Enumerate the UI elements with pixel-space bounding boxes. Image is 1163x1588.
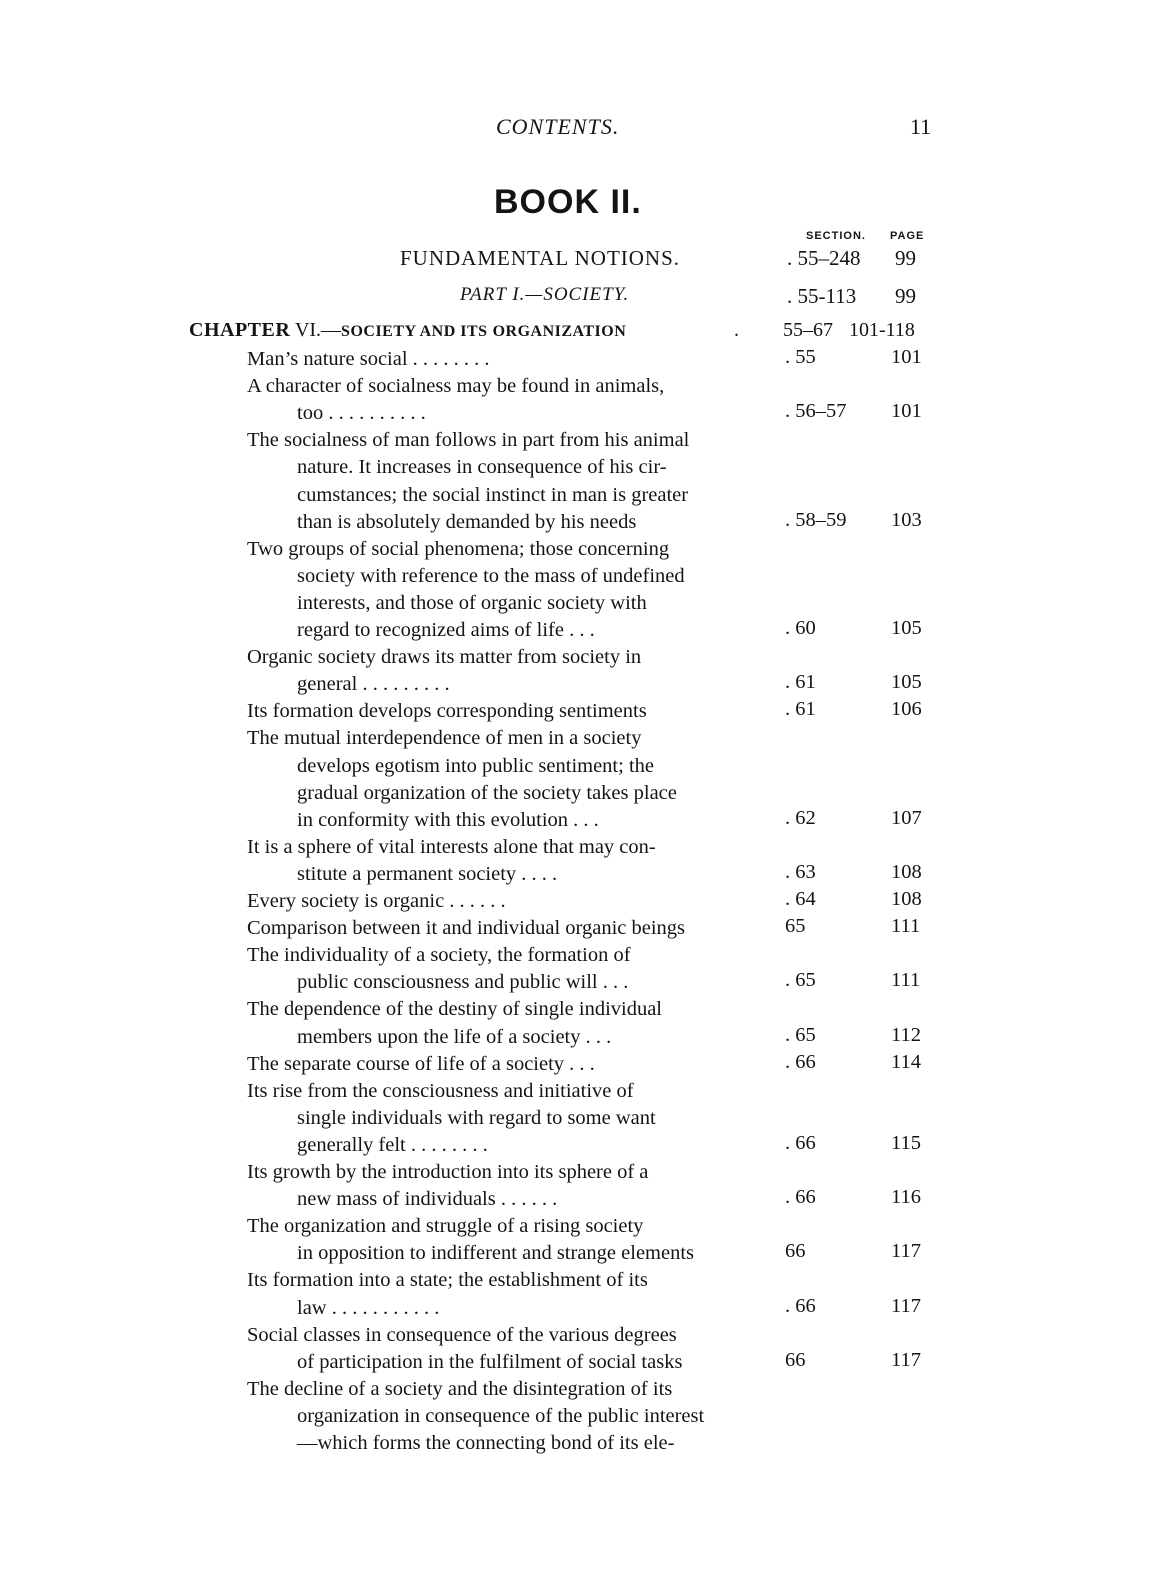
entry-text-first-line: It is a sphere of vital interests alone that may con- [247, 835, 656, 858]
entry-text-continuation-line: generally felt . . . . . . . . [297, 1133, 488, 1156]
page-number: 11 [910, 114, 932, 139]
entry-section-number: . 66 [785, 1050, 816, 1073]
entry-section-number: . 61 [785, 671, 816, 694]
entry-text-continuation-line: public consciousness and public will . . . [297, 971, 629, 994]
entry-section-number: . 63 [785, 860, 816, 883]
entry-text-continuation-line: organization in consequence of the public interest [297, 1404, 705, 1427]
entry-text-continuation-line: nature. It increases in consequence of his cir- [297, 456, 667, 479]
entry-text-continuation-line: develops egotism into public sentiment; the [297, 754, 654, 777]
chapter-number: VI.— [294, 319, 342, 341]
entry-page-number: 108 [891, 888, 922, 910]
entry-text-continuation-line: regard to recognized aims of life . . . [297, 619, 595, 641]
entry-page-number: 117 [891, 1240, 921, 1263]
entry-text-first-line: The dependence of the destiny of single individual [247, 998, 663, 1021]
entry-text-first-line: Two groups of social phenomena; those concerning [247, 537, 670, 560]
part-heading-section: . 55–248 [787, 246, 861, 270]
entry-text-first-line: The socialness of man follows in part from his animal [247, 429, 690, 452]
entry-text-first-line: Organic society draws its matter from society in [247, 646, 642, 669]
entry-section-number: 66 [785, 1240, 806, 1263]
entry-section-number: . 55 [785, 346, 816, 368]
entry-section-number: . 61 [785, 698, 816, 721]
entry-page-number: 101 [891, 400, 922, 423]
entry-section-number: . 65 [785, 1023, 816, 1046]
entry-text-first-line: Man’s nature social . . . . . . . . [247, 348, 490, 370]
entry-text-first-line: The organization and struggle of a rising society [247, 1215, 644, 1238]
entry-text-first-line: Its growth by the introduction into its sphere of a [247, 1161, 649, 1183]
entry-page-number: 103 [891, 508, 922, 531]
entry-text-first-line: The decline of a society and the disintegration of its [247, 1377, 673, 1400]
part-subheading-section: . 55-113 [787, 284, 857, 308]
entry-page-number: 108 [891, 860, 922, 883]
entry-text-continuation-line: society with reference to the mass of undefined [297, 564, 685, 587]
part-subheading-title: PART I.—SOCIETY. [460, 284, 630, 305]
entry-section-number: . 62 [785, 806, 816, 829]
entry-text-continuation-line: too . . . . . . . . . . [297, 402, 426, 425]
book-title: BOOK II. [494, 183, 642, 221]
entry-text-first-line: Its formation into a state; the establishment of its [247, 1269, 648, 1292]
entry-section-number: . 56–57 [785, 400, 847, 423]
entry-page-number: 112 [891, 1023, 921, 1046]
entry-page-number: 107 [891, 806, 922, 829]
entry-page-number: 101 [891, 346, 922, 368]
entry-text-first-line: The separate course of life of a society . . . [247, 1052, 595, 1075]
entry-text-continuation-line: cumstances; the social instinct in man is greater [297, 483, 689, 506]
chapter-pages: 101-118 [849, 319, 915, 341]
entry-page-number: 106 [891, 698, 922, 721]
chapter-dot: . [734, 319, 739, 341]
entry-section-number: . 60 [785, 617, 816, 639]
entry-text-continuation-line: general . . . . . . . . . [297, 673, 450, 696]
entry-page-number: 111 [891, 969, 921, 992]
entry-text-first-line: Its formation develops corresponding sentiments [247, 700, 647, 723]
entry-section-number: 65 [785, 915, 806, 938]
chapter-title-a: SOCIETY AND ITS [341, 323, 488, 340]
chapter-title-b: ORGANIZATION [492, 323, 627, 340]
entry-page-number: 115 [891, 1131, 921, 1154]
entry-text-first-line: Every society is organic . . . . . . [247, 890, 506, 912]
entry-page-number: 111 [891, 915, 921, 938]
chapter-prefix: CHAPTER [189, 319, 291, 341]
entry-page-number: 117 [891, 1348, 921, 1371]
entry-page-number: 116 [891, 1186, 921, 1209]
entry-text-continuation-line: —which forms the connecting bond of its ele- [297, 1432, 675, 1454]
entry-page-number: 114 [891, 1050, 921, 1073]
entry-text-first-line: Comparison between it and individual organic beings [247, 917, 686, 940]
chapter-heading [189, 319, 626, 342]
entry-page-number: 105 [891, 671, 922, 694]
entry-section-number: . 66 [785, 1186, 816, 1209]
entry-text-continuation-line: single individuals with regard to some want [297, 1106, 656, 1129]
entry-section-number: . 65 [785, 969, 816, 992]
entry-section-number: . 64 [785, 888, 816, 910]
entry-text-first-line: The individuality of a society, the formation of [247, 944, 631, 967]
entry-text-continuation-line: in conformity with this evolution . . . [297, 808, 599, 831]
entry-section-number: . 66 [785, 1294, 816, 1317]
part-heading-title: FUNDAMENTAL NOTIONS. [400, 246, 681, 270]
part-heading-page: 99 [895, 246, 916, 270]
chapter-section: 55–67 [783, 319, 833, 341]
entry-section-number: . 58–59 [785, 508, 847, 531]
entry-text-continuation-line: than is absolutely demanded by his needs [297, 510, 637, 533]
entry-text-continuation-line: gradual organization of the society takes place [297, 781, 677, 804]
running-title: CONTENTS. [496, 114, 620, 139]
section-column-header: SECTION. [806, 230, 866, 242]
entry-text-continuation-line: law . . . . . . . . . . . [297, 1296, 440, 1319]
entry-page-number: 105 [891, 617, 922, 639]
page-column-header: PAGE [890, 230, 925, 242]
entry-text-continuation-line: of participation in the fulfilment of social tasks [297, 1350, 683, 1373]
entry-text-continuation-line: new mass of individuals . . . . . . [297, 1188, 558, 1211]
entry-text-first-line: Its rise from the consciousness and initiative of [247, 1079, 634, 1102]
entry-text-continuation-line: members upon the life of a society . . . [297, 1025, 612, 1048]
entry-text-first-line: The mutual interdependence of men in a society [247, 727, 642, 750]
entry-page-number: 117 [891, 1294, 921, 1317]
part-subheading-page: 99 [895, 284, 916, 308]
entry-section-number: 66 [785, 1348, 806, 1371]
entry-text-continuation-line: in opposition to indifferent and strange elements [297, 1242, 695, 1265]
entry-text-first-line: A character of socialness may be found in animals, [247, 375, 665, 398]
entry-text-continuation-line: stitute a permanent society . . . . [297, 862, 558, 885]
entry-text-first-line: Social classes in consequence of the various degrees [247, 1323, 677, 1346]
entry-section-number: . 66 [785, 1131, 816, 1154]
entry-text-continuation-line: interests, and those of organic society with [297, 591, 647, 614]
